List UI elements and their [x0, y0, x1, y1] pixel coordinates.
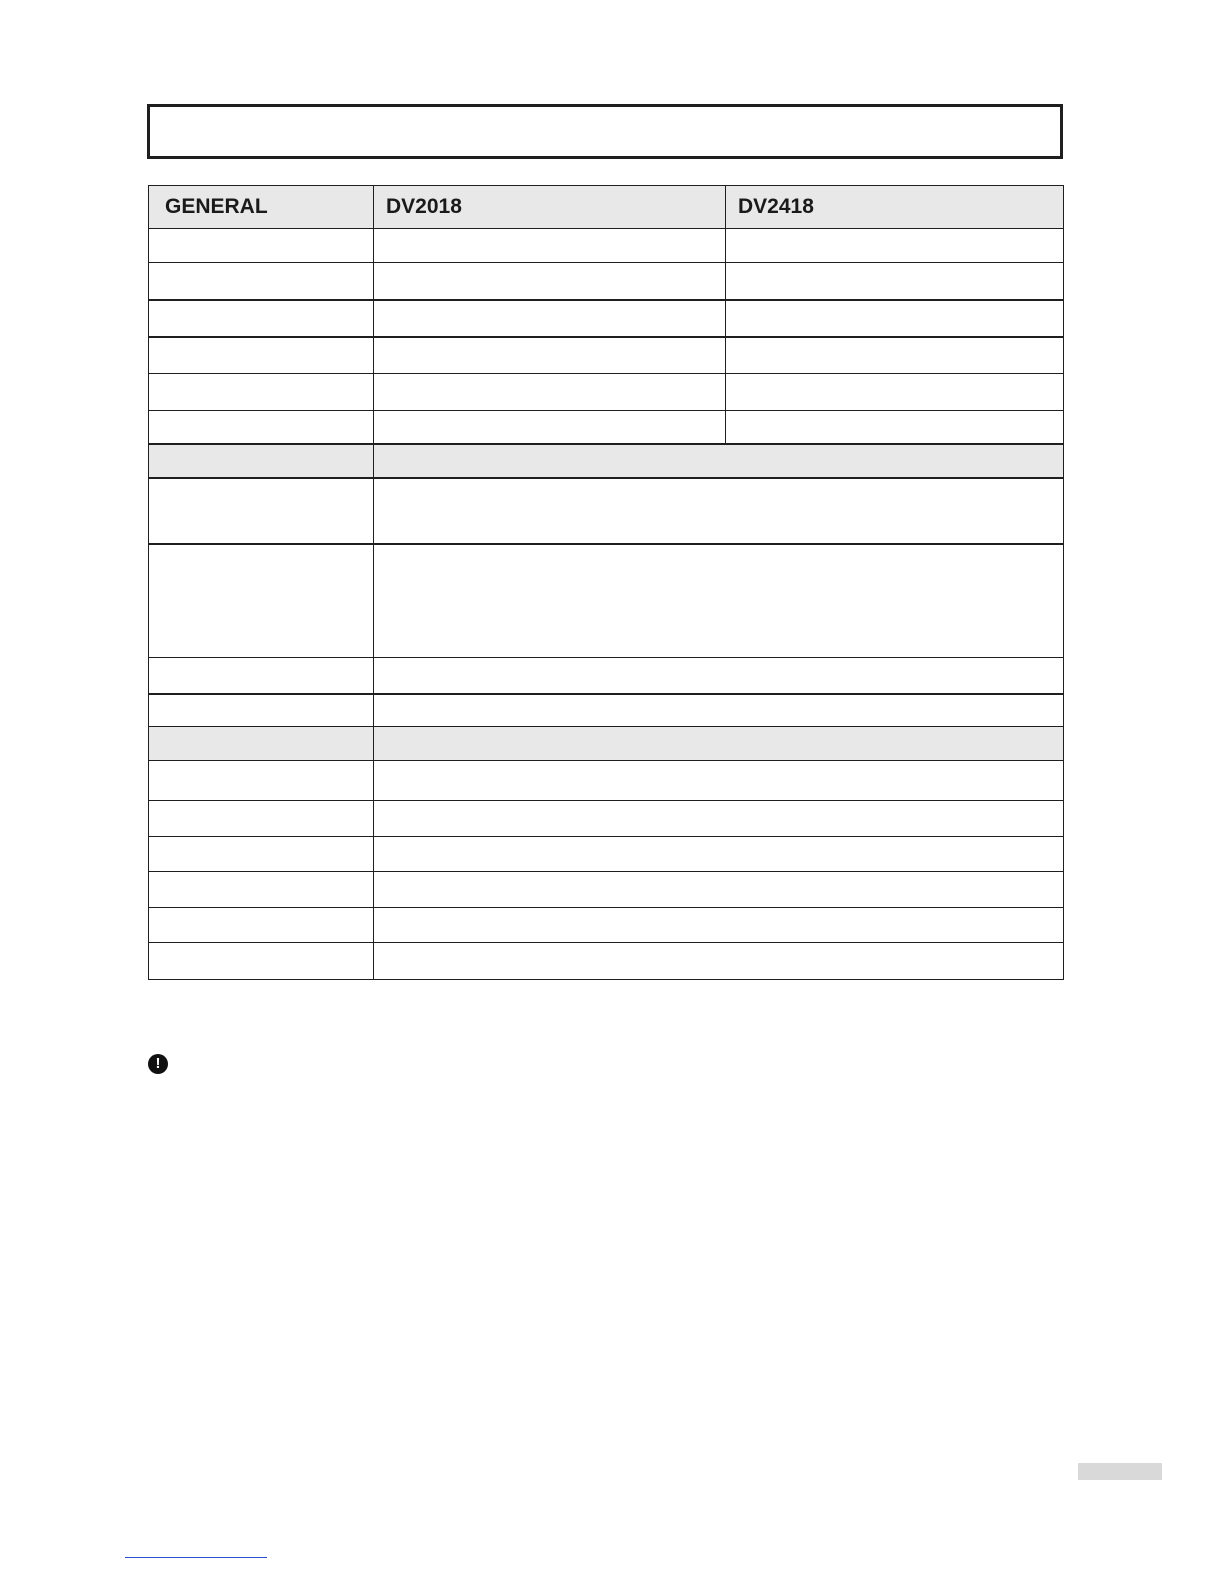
warning-exclamation-icon: ! [148, 1054, 168, 1074]
table-cell [374, 658, 1064, 694]
table-cell [374, 761, 1064, 801]
table-cell [374, 337, 726, 374]
table-cell [726, 300, 1064, 337]
table-cell [149, 694, 374, 727]
table-row [149, 694, 1064, 727]
section-cell [374, 444, 1064, 478]
table-cell [374, 411, 726, 444]
table-cell [149, 908, 374, 943]
table-row [149, 544, 1064, 658]
table-cell [149, 478, 374, 544]
table-row [149, 837, 1064, 872]
table-cell [149, 263, 374, 300]
table-cell [149, 337, 374, 374]
table-row [149, 300, 1064, 337]
table-cell [726, 374, 1064, 411]
section-cell [149, 444, 374, 478]
table-cell [374, 229, 726, 263]
table-cell [726, 411, 1064, 444]
section-row [149, 444, 1064, 478]
section-cell [149, 727, 374, 761]
table-row [149, 337, 1064, 374]
table-cell [149, 229, 374, 263]
table-cell [374, 263, 726, 300]
table-cell [726, 263, 1064, 300]
table-header-row [149, 186, 1064, 229]
table-cell [149, 837, 374, 872]
header-dv2018: DV2018 [374, 186, 726, 229]
table-row [149, 872, 1064, 908]
table-cell [726, 229, 1064, 263]
table-cell [149, 411, 374, 444]
table-row [149, 761, 1064, 801]
table-cell [149, 300, 374, 337]
table-cell [374, 478, 1064, 544]
section-title-box [147, 104, 1063, 159]
table-cell [149, 761, 374, 801]
table-cell [149, 801, 374, 837]
table-cell [149, 374, 374, 411]
table-row [149, 478, 1064, 544]
table-cell [374, 694, 1064, 727]
specifications-table [148, 185, 1064, 980]
table-cell [149, 544, 374, 658]
section-cell [374, 727, 1064, 761]
table-cell [374, 374, 726, 411]
table-cell [149, 943, 374, 980]
header-dv2418: DV2418 [726, 186, 1064, 229]
table-cell [374, 801, 1064, 837]
table-cell [149, 872, 374, 908]
hyperlink-underline[interactable] [125, 1557, 267, 1558]
table-cell [374, 872, 1064, 908]
table-row [149, 908, 1064, 943]
table-row [149, 658, 1064, 694]
header-general: GENERAL [149, 186, 374, 229]
table-row [149, 229, 1064, 263]
table-cell [149, 658, 374, 694]
table-row [149, 411, 1064, 444]
section-row [149, 727, 1064, 761]
table-cell [374, 544, 1064, 658]
table-row [149, 263, 1064, 300]
table-row [149, 943, 1064, 980]
table-cell [374, 908, 1064, 943]
page-number-tab [1078, 1463, 1162, 1480]
table-cell [726, 337, 1064, 374]
table-cell [374, 943, 1064, 980]
table-cell [374, 300, 726, 337]
table-row [149, 374, 1064, 411]
table-row [149, 801, 1064, 837]
table-cell [374, 837, 1064, 872]
